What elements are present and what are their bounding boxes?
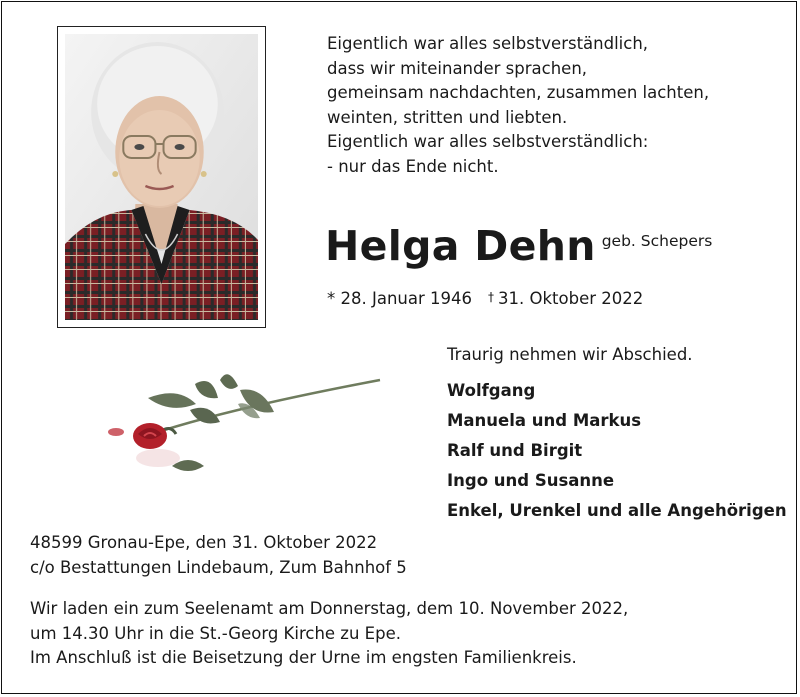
poem-line: dass wir miteinander sprachen, bbox=[327, 58, 588, 78]
mourning-intro: Traurig nehmen wir Abschied. bbox=[447, 345, 693, 364]
invitation-line: Im Anschluß ist die Beisetzung der Urne im engsten Familienkreis. bbox=[30, 648, 577, 667]
poem-line: - nur das Ende nicht. bbox=[327, 156, 499, 176]
poem-line: gemeinsam nachdachten, zusammen lachten, bbox=[327, 83, 710, 103]
rose-icon bbox=[100, 360, 390, 490]
birth-date: 28. Januar 1946 bbox=[340, 289, 473, 308]
portrait-photo bbox=[57, 26, 266, 328]
birth-name: geb. Schepers bbox=[601, 232, 713, 250]
death-date: 31. Oktober 2022 bbox=[498, 289, 644, 308]
cross-icon: † bbox=[488, 290, 495, 304]
mourner-name: Enkel, Urenkel und alle Angehörigen bbox=[447, 501, 787, 520]
mourner-name: Manuela und Markus bbox=[447, 411, 642, 430]
place-and-address bbox=[30, 530, 407, 580]
invitation-line: um 14.30 Uhr in die St.-Georg Kirche zu Epe. bbox=[30, 623, 401, 643]
invitation-text bbox=[30, 597, 628, 671]
mourner-name: Wolfgang bbox=[447, 381, 536, 400]
poem bbox=[327, 32, 709, 180]
birth-symbol: * bbox=[327, 289, 336, 308]
poem-line: Eigentlich war alles selbstverständlich, bbox=[327, 34, 649, 53]
poem-line: Eigentlich war alles selbstverständlich: bbox=[327, 132, 649, 152]
mourner-name: Ingo und Susanne bbox=[447, 471, 615, 490]
place-date-line: 48599 Gronau-Epe, den 31. Oktober 2022 bbox=[30, 533, 378, 552]
address-line: c/o Bestattungen Lindebaum, Zum Bahnhof 5 bbox=[30, 558, 407, 577]
deceased-name: Helga Dehn bbox=[325, 222, 596, 270]
deceased-name-row bbox=[325, 222, 712, 270]
mourner-name: Ralf und Birgit bbox=[447, 441, 583, 460]
life-dates bbox=[327, 289, 643, 308]
invitation-line: Wir laden ein zum Seelenamt am Donnerstag, dem 10. November 2022, bbox=[30, 599, 629, 618]
portrait-image bbox=[65, 34, 258, 320]
poem-line: weinten, stritten und liebten. bbox=[327, 107, 568, 127]
mourners-list bbox=[447, 376, 787, 526]
